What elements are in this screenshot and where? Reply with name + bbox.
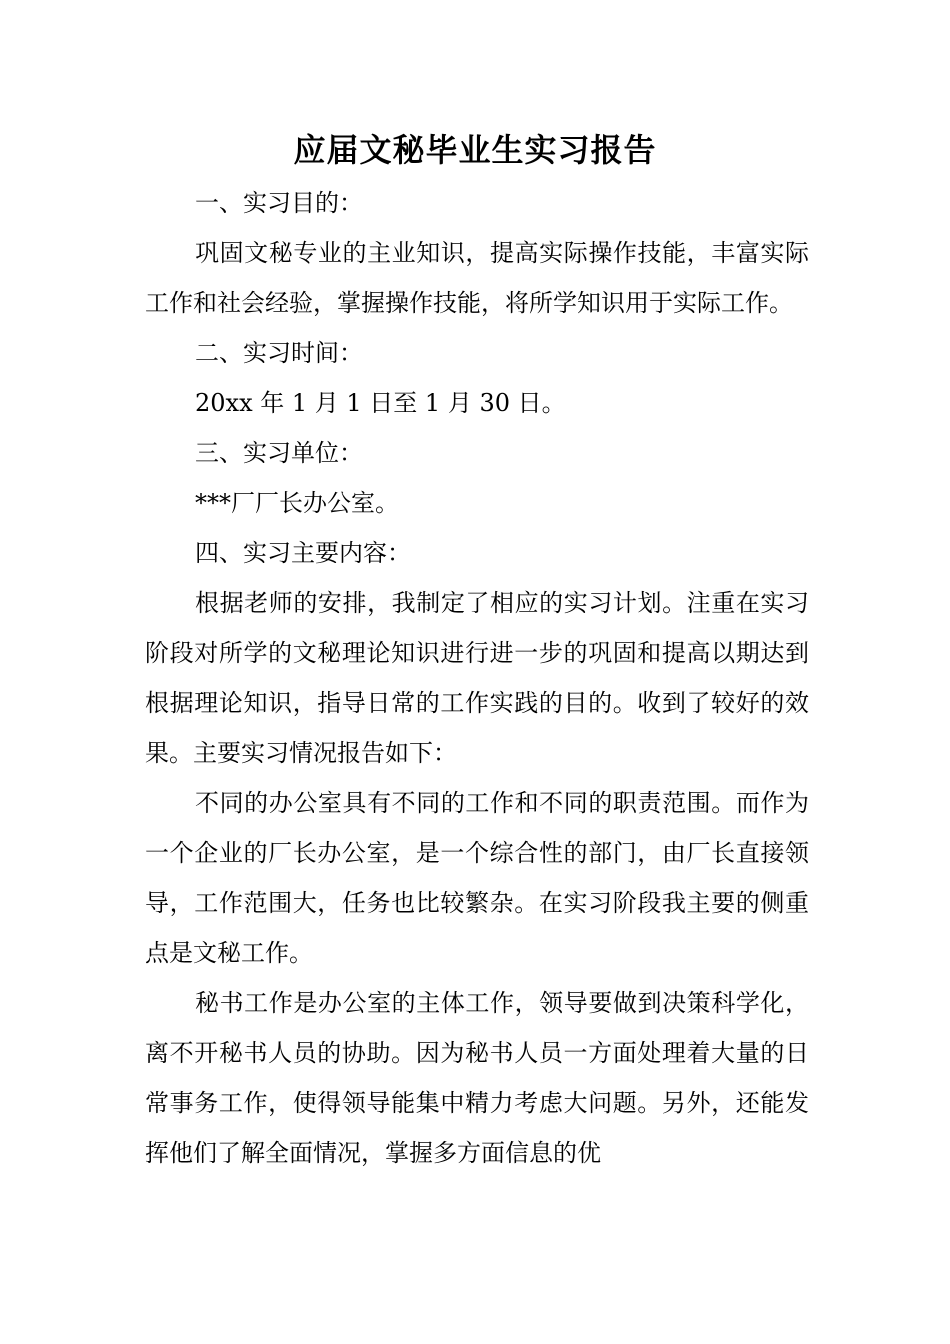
- paragraph-content-2: 不同的办公室具有不同的工作和不同的职责范围。而作为一个企业的厂长办公室，是一个综合性的部门，由厂长直接领导，工作范围大，任务也比较繁杂。在实习阶段我主要的侧重点是文秘工作。: [145, 789, 809, 967]
- document-body: [145, 178, 809, 1178]
- paragraph-purpose: 巩固文秘专业的主业知识，提高实际操作技能，丰富实际工作和社会经验，掌握操作技能，将所学知识用于实际工作。: [145, 239, 809, 317]
- section-heading-purpose: 一、实习目的：: [195, 189, 363, 217]
- section-heading-content: 四、实习主要内容：: [195, 539, 411, 567]
- paragraph-content-3: 秘书工作是办公室的主体工作，领导要做到决策科学化，离不开秘书人员的协助。因为秘书人员一方面处理着大量的日常事务工作，使得领导能集中精力考虑大问题。另外，还能发挥他们了解全面情况，掌握多方面信息的优: [145, 989, 809, 1167]
- paragraph-time: 20xx 年 1 月 1 日至 1 月 30 日。: [195, 389, 566, 417]
- paragraph-unit: ***厂厂长办公室。: [195, 489, 399, 517]
- section-heading-unit: 三、实习单位：: [195, 439, 363, 467]
- paragraph-content-1: 根据老师的安排，我制定了相应的实习计划。注重在实习阶段对所学的文秘理论知识进行进一步的巩固和提高以期达到根据理论知识，指导日常的工作实践的目的。收到了较好的效果。主要实习情况报告如下：: [145, 589, 809, 767]
- section-heading-time: 二、实习时间：: [195, 339, 363, 367]
- document-title: 应届文秘毕业生实习报告: [293, 131, 657, 169]
